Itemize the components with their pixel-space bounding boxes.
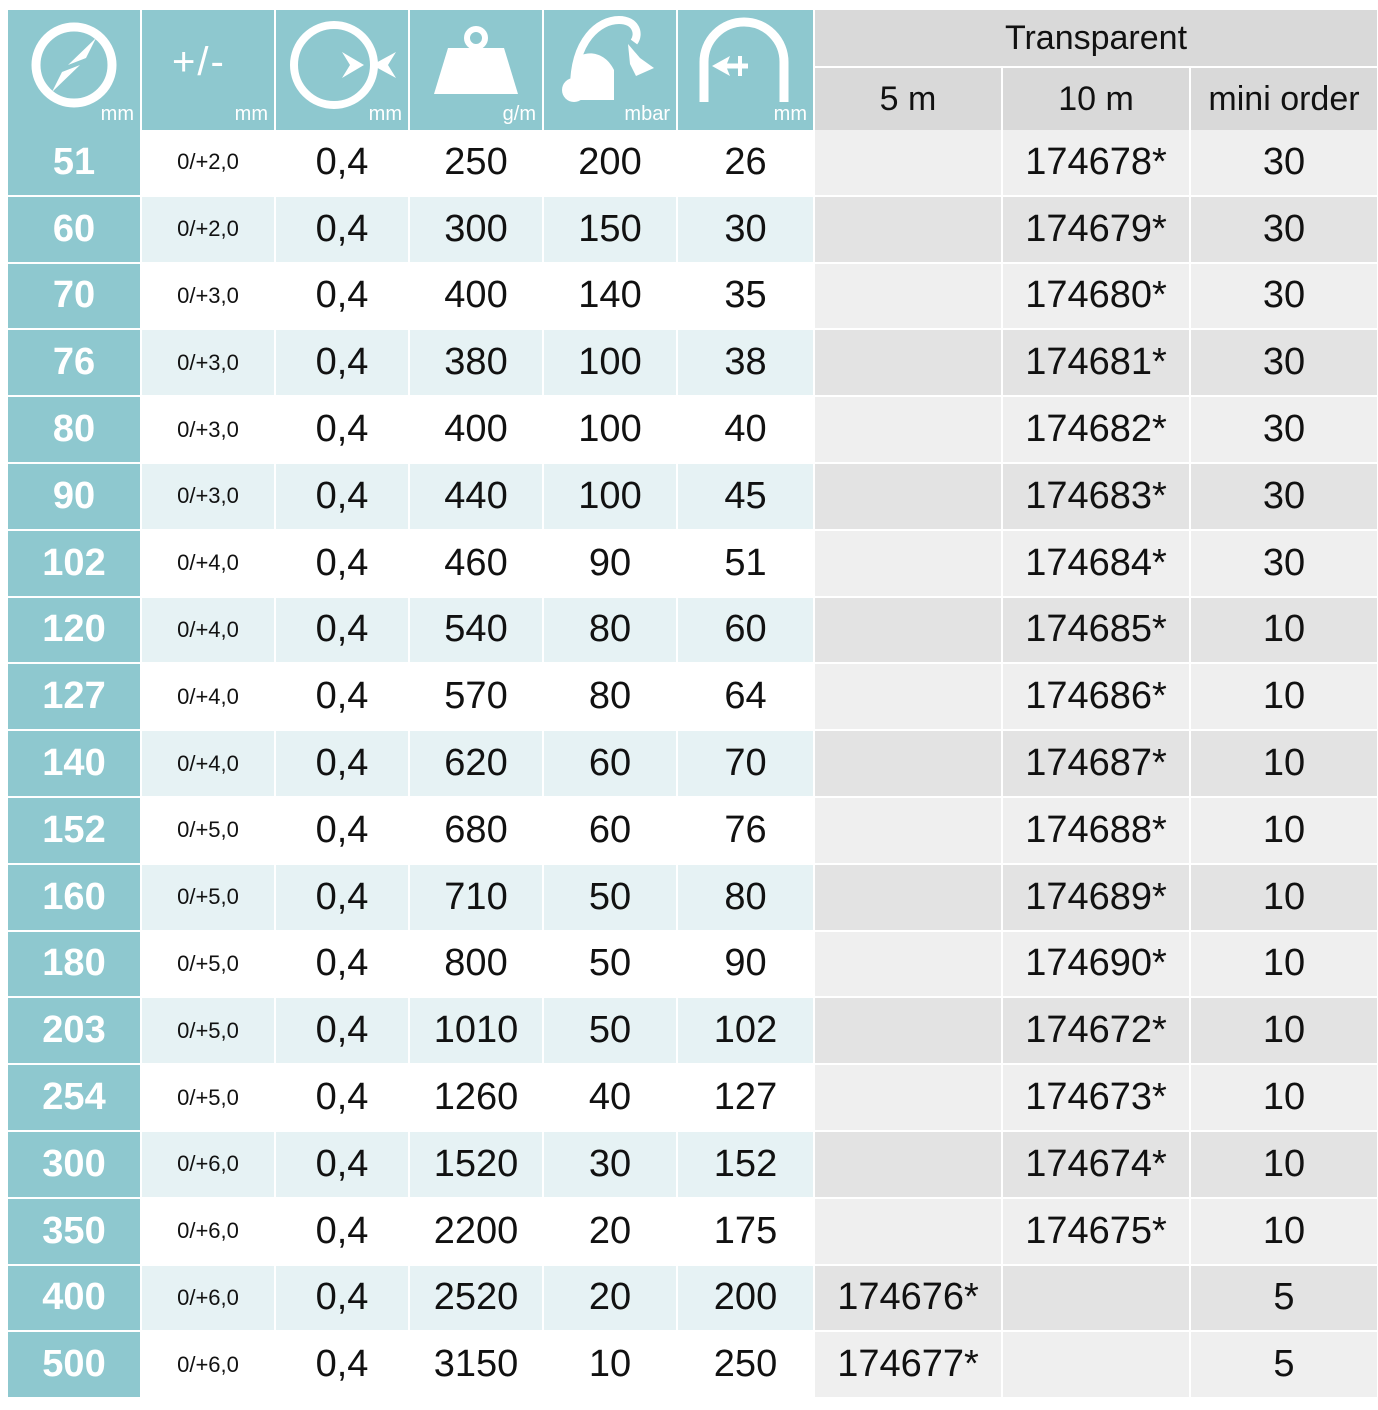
cell-10m: 174675* — [1003, 1199, 1189, 1266]
cell-diameter: 60 — [8, 197, 140, 264]
cell-diameter: 51 — [8, 130, 140, 197]
cell-5m — [815, 932, 1001, 999]
cell-diameter: 500 — [8, 1332, 140, 1399]
cell-5m — [815, 1132, 1001, 1199]
cell-weight: 710 — [410, 865, 542, 932]
cell-mini-order: 10 — [1191, 664, 1377, 731]
cell-10m: 174672* — [1003, 998, 1189, 1065]
cell-wall: 0,4 — [276, 664, 408, 731]
cell-weight: 400 — [410, 397, 542, 464]
cell-vacuum: 20 — [544, 1266, 676, 1333]
cell-5m — [815, 731, 1001, 798]
cell-weight: 460 — [410, 531, 542, 598]
cell-bend-radius: 250 — [678, 1332, 813, 1399]
cell-diameter: 76 — [8, 330, 140, 397]
cell-diameter: 120 — [8, 598, 140, 665]
tolerance-header — [142, 10, 274, 130]
cell-vacuum: 140 — [544, 264, 676, 331]
cell-mini-order: 10 — [1191, 1065, 1377, 1132]
cell-bend-radius: 60 — [678, 598, 813, 665]
cell-weight: 620 — [410, 731, 542, 798]
cell-tolerance: 0/+5,0 — [142, 798, 274, 865]
cell-diameter: 140 — [8, 731, 140, 798]
cell-10m: 174690* — [1003, 932, 1189, 999]
cell-tolerance: 0/+6,0 — [142, 1266, 274, 1333]
cell-weight: 3150 — [410, 1332, 542, 1399]
cell-tolerance: 0/+2,0 — [142, 130, 274, 197]
cell-tolerance: 0/+5,0 — [142, 865, 274, 932]
cell-tolerance: 0/+6,0 — [142, 1199, 274, 1266]
cell-mini-order: 30 — [1191, 264, 1377, 331]
cell-mini-order: 30 — [1191, 397, 1377, 464]
cell-wall: 0,4 — [276, 998, 408, 1065]
cell-mini-order: 10 — [1191, 1199, 1377, 1266]
cell-mini-order: 10 — [1191, 1132, 1377, 1199]
cell-wall: 0,4 — [276, 598, 408, 665]
cell-weight: 440 — [410, 464, 542, 531]
cell-5m — [815, 130, 1001, 197]
cell-vacuum: 50 — [544, 998, 676, 1065]
cell-bend-radius: 70 — [678, 731, 813, 798]
cell-bend-radius: 30 — [678, 197, 813, 264]
cell-bend-radius: 90 — [678, 932, 813, 999]
cell-diameter: 203 — [8, 998, 140, 1065]
cell-weight: 1260 — [410, 1065, 542, 1132]
cell-vacuum: 100 — [544, 330, 676, 397]
cell-10m: 174687* — [1003, 731, 1189, 798]
cell-bend-radius: 35 — [678, 264, 813, 331]
cell-tolerance: 0/+5,0 — [142, 998, 274, 1065]
cell-vacuum: 10 — [544, 1332, 676, 1399]
cell-bend-radius: 80 — [678, 865, 813, 932]
cell-vacuum: 100 — [544, 464, 676, 531]
cell-5m: 174676* — [815, 1266, 1001, 1333]
cell-tolerance: 0/+4,0 — [142, 664, 274, 731]
cell-wall: 0,4 — [276, 932, 408, 999]
cell-weight: 800 — [410, 932, 542, 999]
col-header-10m: 10 m — [1003, 68, 1189, 130]
tolerance-label: +/- — [172, 40, 226, 84]
cell-mini-order: 10 — [1191, 865, 1377, 932]
cell-bend-radius: 26 — [678, 130, 813, 197]
cell-mini-order: 10 — [1191, 798, 1377, 865]
cell-mini-order: 10 — [1191, 998, 1377, 1065]
unit-label: mm — [773, 103, 807, 125]
cell-5m — [815, 798, 1001, 865]
cell-diameter: 70 — [8, 264, 140, 331]
weight-header — [410, 10, 542, 130]
cell-5m — [815, 464, 1001, 531]
cell-vacuum: 50 — [544, 932, 676, 999]
cell-wall: 0,4 — [276, 397, 408, 464]
vacuum-header — [544, 10, 676, 130]
cell-wall: 0,4 — [276, 264, 408, 331]
cell-wall: 0,4 — [276, 197, 408, 264]
cell-tolerance: 0/+3,0 — [142, 330, 274, 397]
cell-diameter: 102 — [8, 531, 140, 598]
cell-bend-radius: 64 — [678, 664, 813, 731]
cell-diameter: 80 — [8, 397, 140, 464]
cell-vacuum: 100 — [544, 397, 676, 464]
cell-weight: 400 — [410, 264, 542, 331]
cell-diameter: 254 — [8, 1065, 140, 1132]
cell-vacuum: 150 — [544, 197, 676, 264]
cell-10m: 174674* — [1003, 1132, 1189, 1199]
cell-tolerance: 0/+6,0 — [142, 1132, 274, 1199]
cell-10m: 174686* — [1003, 664, 1189, 731]
cell-mini-order: 30 — [1191, 464, 1377, 531]
cell-10m: 174685* — [1003, 598, 1189, 665]
cell-mini-order: 10 — [1191, 731, 1377, 798]
cell-bend-radius: 38 — [678, 330, 813, 397]
cell-wall: 0,4 — [276, 1065, 408, 1132]
cell-wall: 0,4 — [276, 1132, 408, 1199]
cell-10m: 174688* — [1003, 798, 1189, 865]
cell-bend-radius: 152 — [678, 1132, 813, 1199]
cell-weight: 2200 — [410, 1199, 542, 1266]
cell-5m — [815, 664, 1001, 731]
unit-label: g/m — [502, 103, 536, 125]
cell-weight: 680 — [410, 798, 542, 865]
cell-10m — [1003, 1332, 1189, 1399]
cell-mini-order: 30 — [1191, 197, 1377, 264]
cell-tolerance: 0/+5,0 — [142, 1065, 274, 1132]
cell-10m: 174683* — [1003, 464, 1189, 531]
unit-label: mm — [368, 103, 402, 125]
unit-label: mm — [100, 103, 134, 125]
cell-bend-radius: 40 — [678, 397, 813, 464]
cell-10m — [1003, 1266, 1189, 1333]
col-header-5m: 5 m — [815, 68, 1001, 130]
cell-bend-radius: 102 — [678, 998, 813, 1065]
cell-mini-order: 5 — [1191, 1266, 1377, 1333]
bend-radius-header — [678, 10, 813, 130]
col-header-mini-order: mini order — [1191, 68, 1377, 130]
cell-weight: 1520 — [410, 1132, 542, 1199]
cell-weight: 540 — [410, 598, 542, 665]
cell-10m: 174680* — [1003, 264, 1189, 331]
cell-tolerance: 0/+4,0 — [142, 731, 274, 798]
cell-5m — [815, 865, 1001, 932]
cell-10m: 174684* — [1003, 531, 1189, 598]
cell-diameter: 90 — [8, 464, 140, 531]
cell-diameter: 300 — [8, 1132, 140, 1199]
wall-header — [276, 10, 408, 130]
cell-wall: 0,4 — [276, 531, 408, 598]
cell-vacuum: 60 — [544, 731, 676, 798]
cell-5m — [815, 264, 1001, 331]
cell-wall: 0,4 — [276, 464, 408, 531]
cell-10m: 174689* — [1003, 865, 1189, 932]
cell-vacuum: 40 — [544, 1065, 676, 1132]
cell-bend-radius: 175 — [678, 1199, 813, 1266]
cell-diameter: 127 — [8, 664, 140, 731]
unit-label: mbar — [624, 103, 670, 125]
cell-vacuum: 90 — [544, 531, 676, 598]
cell-wall: 0,4 — [276, 1199, 408, 1266]
cell-mini-order: 30 — [1191, 130, 1377, 197]
cell-tolerance: 0/+3,0 — [142, 264, 274, 331]
cell-10m: 174679* — [1003, 197, 1189, 264]
cell-10m: 174678* — [1003, 130, 1189, 197]
cell-tolerance: 0/+4,0 — [142, 531, 274, 598]
cell-tolerance: 0/+2,0 — [142, 197, 274, 264]
cell-5m — [815, 598, 1001, 665]
cell-wall: 0,4 — [276, 865, 408, 932]
diameter-header — [8, 10, 140, 130]
cell-wall: 0,4 — [276, 1266, 408, 1333]
cell-5m — [815, 531, 1001, 598]
group-header-transparent: Transparent — [815, 10, 1377, 68]
cell-diameter: 180 — [8, 932, 140, 999]
cell-weight: 380 — [410, 330, 542, 397]
cell-tolerance: 0/+3,0 — [142, 397, 274, 464]
cell-wall: 0,4 — [276, 1332, 408, 1399]
cell-weight: 570 — [410, 664, 542, 731]
cell-5m — [815, 397, 1001, 464]
cell-10m: 174681* — [1003, 330, 1189, 397]
cell-10m: 174673* — [1003, 1065, 1189, 1132]
cell-vacuum: 200 — [544, 130, 676, 197]
cell-mini-order: 30 — [1191, 330, 1377, 397]
cell-vacuum: 20 — [544, 1199, 676, 1266]
cell-diameter: 400 — [8, 1266, 140, 1333]
cell-tolerance: 0/+4,0 — [142, 598, 274, 665]
cell-tolerance: 0/+5,0 — [142, 932, 274, 999]
cell-tolerance: 0/+6,0 — [142, 1332, 274, 1399]
cell-mini-order: 10 — [1191, 598, 1377, 665]
cell-5m — [815, 1065, 1001, 1132]
cell-diameter: 160 — [8, 865, 140, 932]
cell-bend-radius: 51 — [678, 531, 813, 598]
cell-5m — [815, 1199, 1001, 1266]
cell-wall: 0,4 — [276, 330, 408, 397]
cell-bend-radius: 127 — [678, 1065, 813, 1132]
cell-bend-radius: 76 — [678, 798, 813, 865]
cell-mini-order: 10 — [1191, 932, 1377, 999]
unit-label: mm — [234, 103, 268, 125]
cell-vacuum: 80 — [544, 664, 676, 731]
cell-vacuum: 30 — [544, 1132, 676, 1199]
cell-vacuum: 50 — [544, 865, 676, 932]
cell-diameter: 350 — [8, 1199, 140, 1266]
cell-bend-radius: 200 — [678, 1266, 813, 1333]
cell-diameter: 152 — [8, 798, 140, 865]
cell-weight: 300 — [410, 197, 542, 264]
cell-wall: 0,4 — [276, 130, 408, 197]
cell-5m: 174677* — [815, 1332, 1001, 1399]
cell-tolerance: 0/+3,0 — [142, 464, 274, 531]
cell-weight: 2520 — [410, 1266, 542, 1333]
cell-5m — [815, 197, 1001, 264]
cell-5m — [815, 998, 1001, 1065]
cell-10m: 174682* — [1003, 397, 1189, 464]
cell-vacuum: 60 — [544, 798, 676, 865]
cell-wall: 0,4 — [276, 798, 408, 865]
cell-weight: 250 — [410, 130, 542, 197]
cell-mini-order: 5 — [1191, 1332, 1377, 1399]
cell-vacuum: 80 — [544, 598, 676, 665]
cell-bend-radius: 45 — [678, 464, 813, 531]
cell-weight: 1010 — [410, 998, 542, 1065]
product-table — [8, 10, 1375, 1399]
cell-wall: 0,4 — [276, 731, 408, 798]
cell-mini-order: 30 — [1191, 531, 1377, 598]
cell-5m — [815, 330, 1001, 397]
